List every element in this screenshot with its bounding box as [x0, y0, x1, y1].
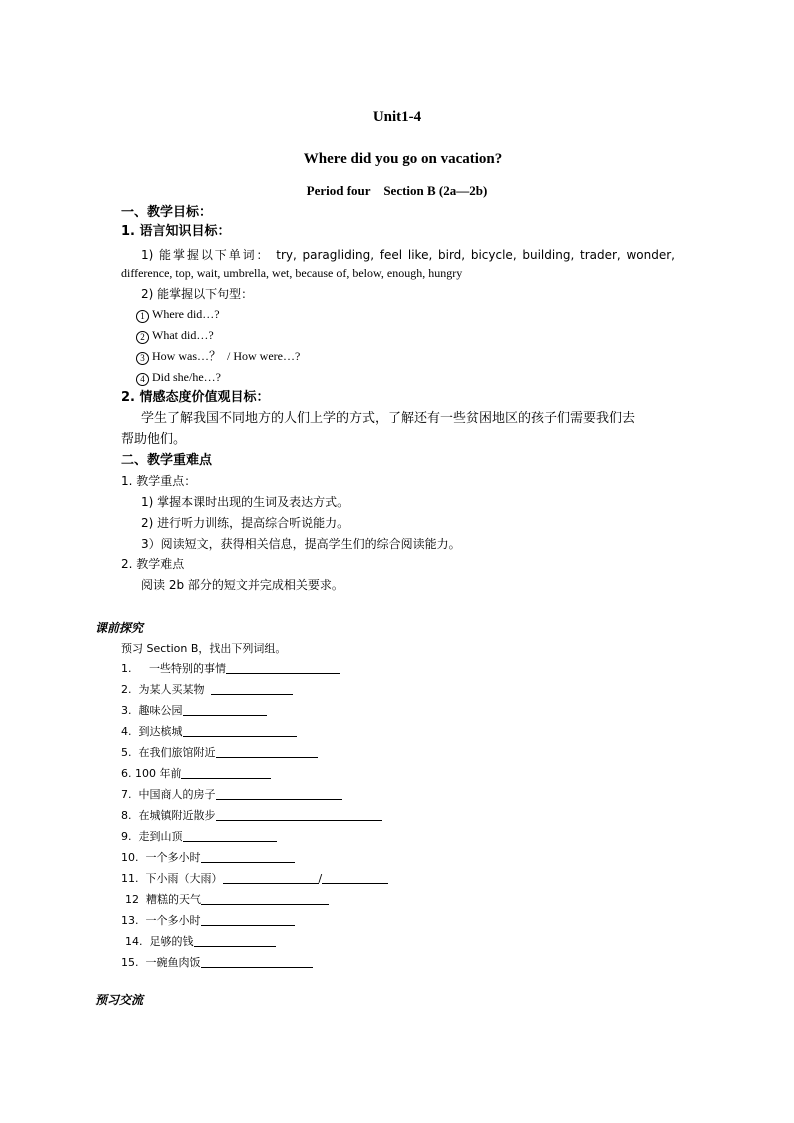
phrase-item: [121, 914, 295, 926]
words-continued: difference, top, wait, umbrella, wet, because of, below, enough, hungry: [121, 266, 463, 280]
knowledge-goals-heading: 1. 语言知识目标：: [121, 224, 231, 239]
answer-blank[interactable]: [183, 830, 277, 842]
phrase-text: 2. 为某人买某物: [121, 683, 205, 696]
answer-blank[interactable]: [201, 956, 313, 968]
answer-blank[interactable]: [183, 725, 297, 737]
phrase-text: 7. 中国商人的房子: [121, 788, 216, 801]
phrase-text: 13. 一个多小时: [121, 914, 201, 927]
phrase-item: [121, 788, 342, 800]
sentence-text: How was…？ / How were…?: [152, 349, 301, 363]
answer-blank[interactable]: [216, 788, 342, 800]
answer-blank[interactable]: [322, 872, 388, 884]
words-intro: 1) 能掌握以下单词： try, paragliding, feel like, bird, bicycle, building, trader, wonder,: [141, 248, 675, 262]
sentence-item: [136, 350, 300, 365]
phrase-text: 6. 100 年前: [121, 767, 182, 780]
circle-number: 4: [136, 373, 149, 386]
focus-item: 2) 进行听力训练，提高综合听说能力。: [141, 516, 350, 530]
phrase-text: 3. 趣味公园: [121, 704, 183, 717]
phrase-item: [121, 830, 277, 842]
phrase-item: [125, 935, 276, 947]
answer-blank[interactable]: [216, 746, 318, 758]
phrase-text: 14. 足够的钱: [125, 935, 194, 948]
goals-heading: 一、教学目标：: [121, 205, 213, 220]
focus-heading: 1. 教学重点：: [121, 474, 197, 488]
phrase-item: [121, 767, 271, 779]
sentence-item: [136, 371, 221, 386]
phrase-text: 11. 下小雨（大雨）: [121, 872, 223, 885]
difficulty-text: 阅读 2b 部分的短文并完成相关要求。: [141, 578, 344, 592]
answer-blank[interactable]: [223, 872, 319, 884]
unit-title: Unit1-4: [372, 109, 422, 125]
period-title: Period four Section B (2a—2b): [306, 183, 488, 198]
sentence-item: [136, 308, 220, 323]
phrase-text: 12 糟糕的天气: [125, 893, 201, 906]
keypoints-heading: 二、教学重难点: [121, 453, 213, 468]
answer-blank[interactable]: [201, 851, 295, 863]
answer-blank[interactable]: [211, 683, 293, 695]
phrase-item: [121, 746, 318, 758]
phrase-item: [125, 893, 329, 905]
phrase-item: [121, 872, 388, 884]
answer-blank[interactable]: [201, 914, 295, 926]
preview-intro: 预习 Section B，找出下列词组。: [121, 642, 287, 655]
answer-blank[interactable]: [183, 704, 267, 716]
phrase-item: [121, 809, 382, 821]
answer-blank[interactable]: [194, 935, 276, 947]
sentence-text: Where did…?: [152, 307, 220, 321]
emotion-goals-heading: 2. 情感态度价值观目标：: [121, 390, 270, 405]
preview-heading: 课前探究: [95, 621, 144, 635]
circle-number: 2: [136, 331, 149, 344]
answer-blank[interactable]: [226, 662, 340, 674]
phrase-item: [121, 704, 267, 716]
phrase-item: [121, 851, 295, 863]
sentence-item: [136, 329, 214, 344]
phrase-item: [121, 662, 340, 674]
slash-separator: /: [318, 872, 323, 885]
phrase-text: 4. 到达槟城: [121, 725, 183, 738]
circle-number: 3: [136, 352, 149, 365]
phrase-text: 15. 一碗鱼肉饭: [121, 956, 201, 969]
difficulty-heading: 2. 教学难点: [121, 557, 185, 571]
lesson-title: Where did you go on vacation?: [303, 151, 503, 167]
answer-blank[interactable]: [201, 893, 329, 905]
focus-item: 3）阅读短文，获得相关信息，提高学生们的综合阅读能力。: [141, 537, 461, 551]
phrase-text: 1. 一些特别的事情: [121, 662, 226, 675]
exchange-heading: 预习交流: [95, 993, 144, 1007]
phrase-item: [121, 683, 293, 695]
phrase-item: [121, 956, 313, 968]
emotion-text-line1: 学生了解我国不同地方的人们上学的方式，了解还有一些贫困地区的孩子们需要我们去: [141, 411, 636, 426]
sentence-text: What did…?: [152, 328, 214, 342]
circle-number: 1: [136, 310, 149, 323]
sentences-intro: 2) 能掌握以下句型：: [141, 287, 254, 301]
phrase-text: 10. 一个多小时: [121, 851, 201, 864]
phrase-text: 5. 在我们旅馆附近: [121, 746, 216, 759]
focus-item: 1) 掌握本课时出现的生词及表达方式。: [141, 495, 350, 509]
phrase-text: 9. 走到山顶: [121, 830, 183, 843]
emotion-text-line2: 帮助他们。: [121, 432, 187, 447]
phrase-text: 8. 在城镇附近散步: [121, 809, 216, 822]
sentence-text: Did she/he…?: [152, 370, 221, 384]
answer-blank[interactable]: [181, 767, 271, 779]
phrase-item: [121, 725, 297, 737]
answer-blank[interactable]: [216, 809, 382, 821]
